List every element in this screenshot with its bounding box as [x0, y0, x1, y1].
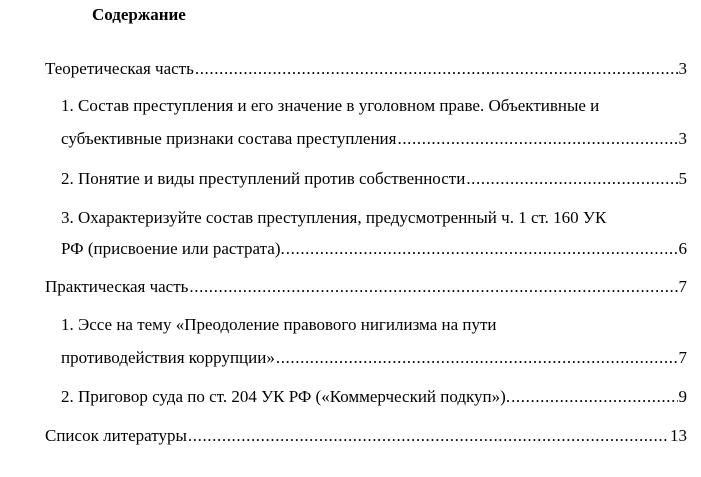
toc-entry-practice[interactable]: [45, 276, 687, 298]
dot-leader: [188, 425, 669, 447]
dot-leader: [286, 238, 678, 260]
toc-entry-label: субъективные признаки состава преступления: [61, 129, 397, 148]
dot-leader: [466, 168, 677, 190]
toc-page-number: 13: [670, 426, 687, 445]
toc-entry-item3-line1[interactable]: 3. Охарактеризуйте состав преступления, предусмотренный ч. 1 ст. 160 УК: [61, 208, 607, 227]
toc-page-number: 3: [678, 59, 687, 78]
toc-entry-label: Список литературы: [45, 426, 187, 445]
toc-page-number: 6: [678, 239, 687, 258]
toc-entry-item3-line2[interactable]: [61, 238, 687, 260]
toc-page-number: 5: [678, 169, 687, 188]
toc-heading: Содержание: [92, 5, 186, 24]
toc-entry-item5[interactable]: [61, 386, 687, 408]
toc-entry-label: Практическая часть: [45, 277, 189, 296]
toc-entry-item2[interactable]: [61, 168, 687, 190]
toc-entry-item4-line2[interactable]: [61, 347, 687, 369]
dot-leader: [195, 58, 678, 80]
toc-entry-item1-line1[interactable]: 1. Состав преступления и его значение в уголовном праве. Объективные и: [61, 96, 600, 115]
toc-entry-label: 2. Понятие и виды преступлений против собственности: [61, 169, 466, 188]
toc-entry-label: 2. Приговор суда по ст. 204 УК РФ («Коммерческий подкуп»).: [61, 387, 511, 406]
toc-entry-label: РФ (присвоение или растрата).: [61, 239, 285, 258]
toc-entry-item4-line1[interactable]: 1. Эссе на тему «Преодоление правового нигилизма на пути: [61, 315, 497, 334]
toc-page-number: 3: [678, 129, 687, 148]
toc-entry-literature[interactable]: [45, 425, 687, 447]
dot-leader: [397, 128, 677, 150]
dot-leader: [511, 386, 677, 408]
dot-leader: [189, 276, 677, 298]
toc-page-number: 9: [678, 387, 687, 406]
toc-entry-item1-line2[interactable]: [61, 128, 687, 150]
dot-leader: [276, 347, 678, 369]
toc-entry-label: Теоретическая часть: [45, 59, 194, 78]
toc-entry-label: противодействия коррупции»: [61, 348, 275, 367]
toc-entry-theory[interactable]: [45, 58, 687, 80]
toc-page-number: 7: [678, 348, 687, 367]
toc-page-number: 7: [678, 277, 687, 296]
